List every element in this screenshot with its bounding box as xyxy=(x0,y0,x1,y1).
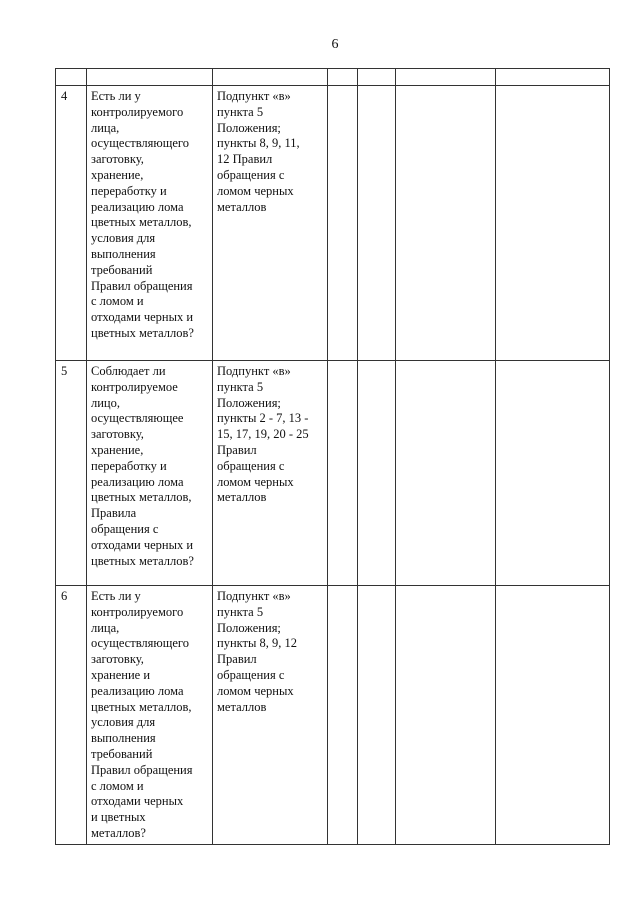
reference-text: Подпункт «в» пункта 5 Положения; пункты 2 - 7, 13 - 15, 17, 19, 20 - 25 Правил обращения с ломом черных металлов xyxy=(217,364,309,505)
header-cell-reference xyxy=(213,69,328,86)
question-cell xyxy=(87,86,213,361)
row-number: 4 xyxy=(61,89,68,103)
reference-cell xyxy=(213,586,328,845)
table-row xyxy=(56,86,610,361)
answer-yes-cell[interactable] xyxy=(328,86,358,361)
answer-yes-cell[interactable] xyxy=(328,586,358,845)
table-row xyxy=(56,586,610,845)
header-cell-question xyxy=(87,69,213,86)
answer-not-applicable-cell[interactable] xyxy=(396,86,496,361)
table-header-row xyxy=(56,69,610,86)
row-number-cell xyxy=(56,361,87,586)
header-cell-not-applicable xyxy=(396,69,496,86)
answer-no-cell[interactable] xyxy=(358,86,396,361)
answer-yes-cell[interactable] xyxy=(328,361,358,586)
header-cell-number xyxy=(56,69,87,86)
question-text: Есть ли у контролируемого лица, осуществляющего заготовку, хранение и реализацию лома цветных металлов, условия для выполнения требований Правил обращения с ломом и отходами черных и цветных металлов? xyxy=(91,589,193,840)
table-row xyxy=(56,361,610,586)
header-cell-yes xyxy=(328,69,358,86)
reference-cell xyxy=(213,86,328,361)
answer-no-cell[interactable] xyxy=(358,361,396,586)
page-number: 6 xyxy=(331,37,339,52)
question-text: Есть ли у контролируемого лица, осуществляющего заготовку, хранение, переработку и реализацию лома цветных металлов, условия для выполнения требований Правил обращения с ломом и отходами черных и цветных металлов? xyxy=(91,89,194,340)
row-number: 5 xyxy=(61,364,68,378)
header-cell-note xyxy=(496,69,610,86)
question-cell xyxy=(87,586,213,845)
checklist-table xyxy=(55,68,610,845)
reference-text: Подпункт «в» пункта 5 Положения; пункты 8, 9, 11, 12 Правил обращения с ломом черных металлов xyxy=(217,89,300,214)
note-cell[interactable] xyxy=(496,86,610,361)
row-number: 6 xyxy=(61,589,68,603)
note-cell[interactable] xyxy=(496,361,610,586)
row-number-cell xyxy=(56,86,87,361)
question-cell xyxy=(87,361,213,586)
answer-not-applicable-cell[interactable] xyxy=(396,361,496,586)
answer-no-cell[interactable] xyxy=(358,586,396,845)
reference-text: Подпункт «в» пункта 5 Положения; пункты 8, 9, 12 Правил обращения с ломом черных металлов xyxy=(217,589,298,714)
reference-cell xyxy=(213,361,328,586)
question-text: Соблюдает ли контролируемое лицо, осуществляющее заготовку, хранение, переработку и реализацию лома цветных металлов, Правила обращения с отходами черных и цветных металлов? xyxy=(91,364,194,568)
header-cell-no xyxy=(358,69,396,86)
note-cell[interactable] xyxy=(496,586,610,845)
answer-not-applicable-cell[interactable] xyxy=(396,586,496,845)
row-number-cell xyxy=(56,586,87,845)
